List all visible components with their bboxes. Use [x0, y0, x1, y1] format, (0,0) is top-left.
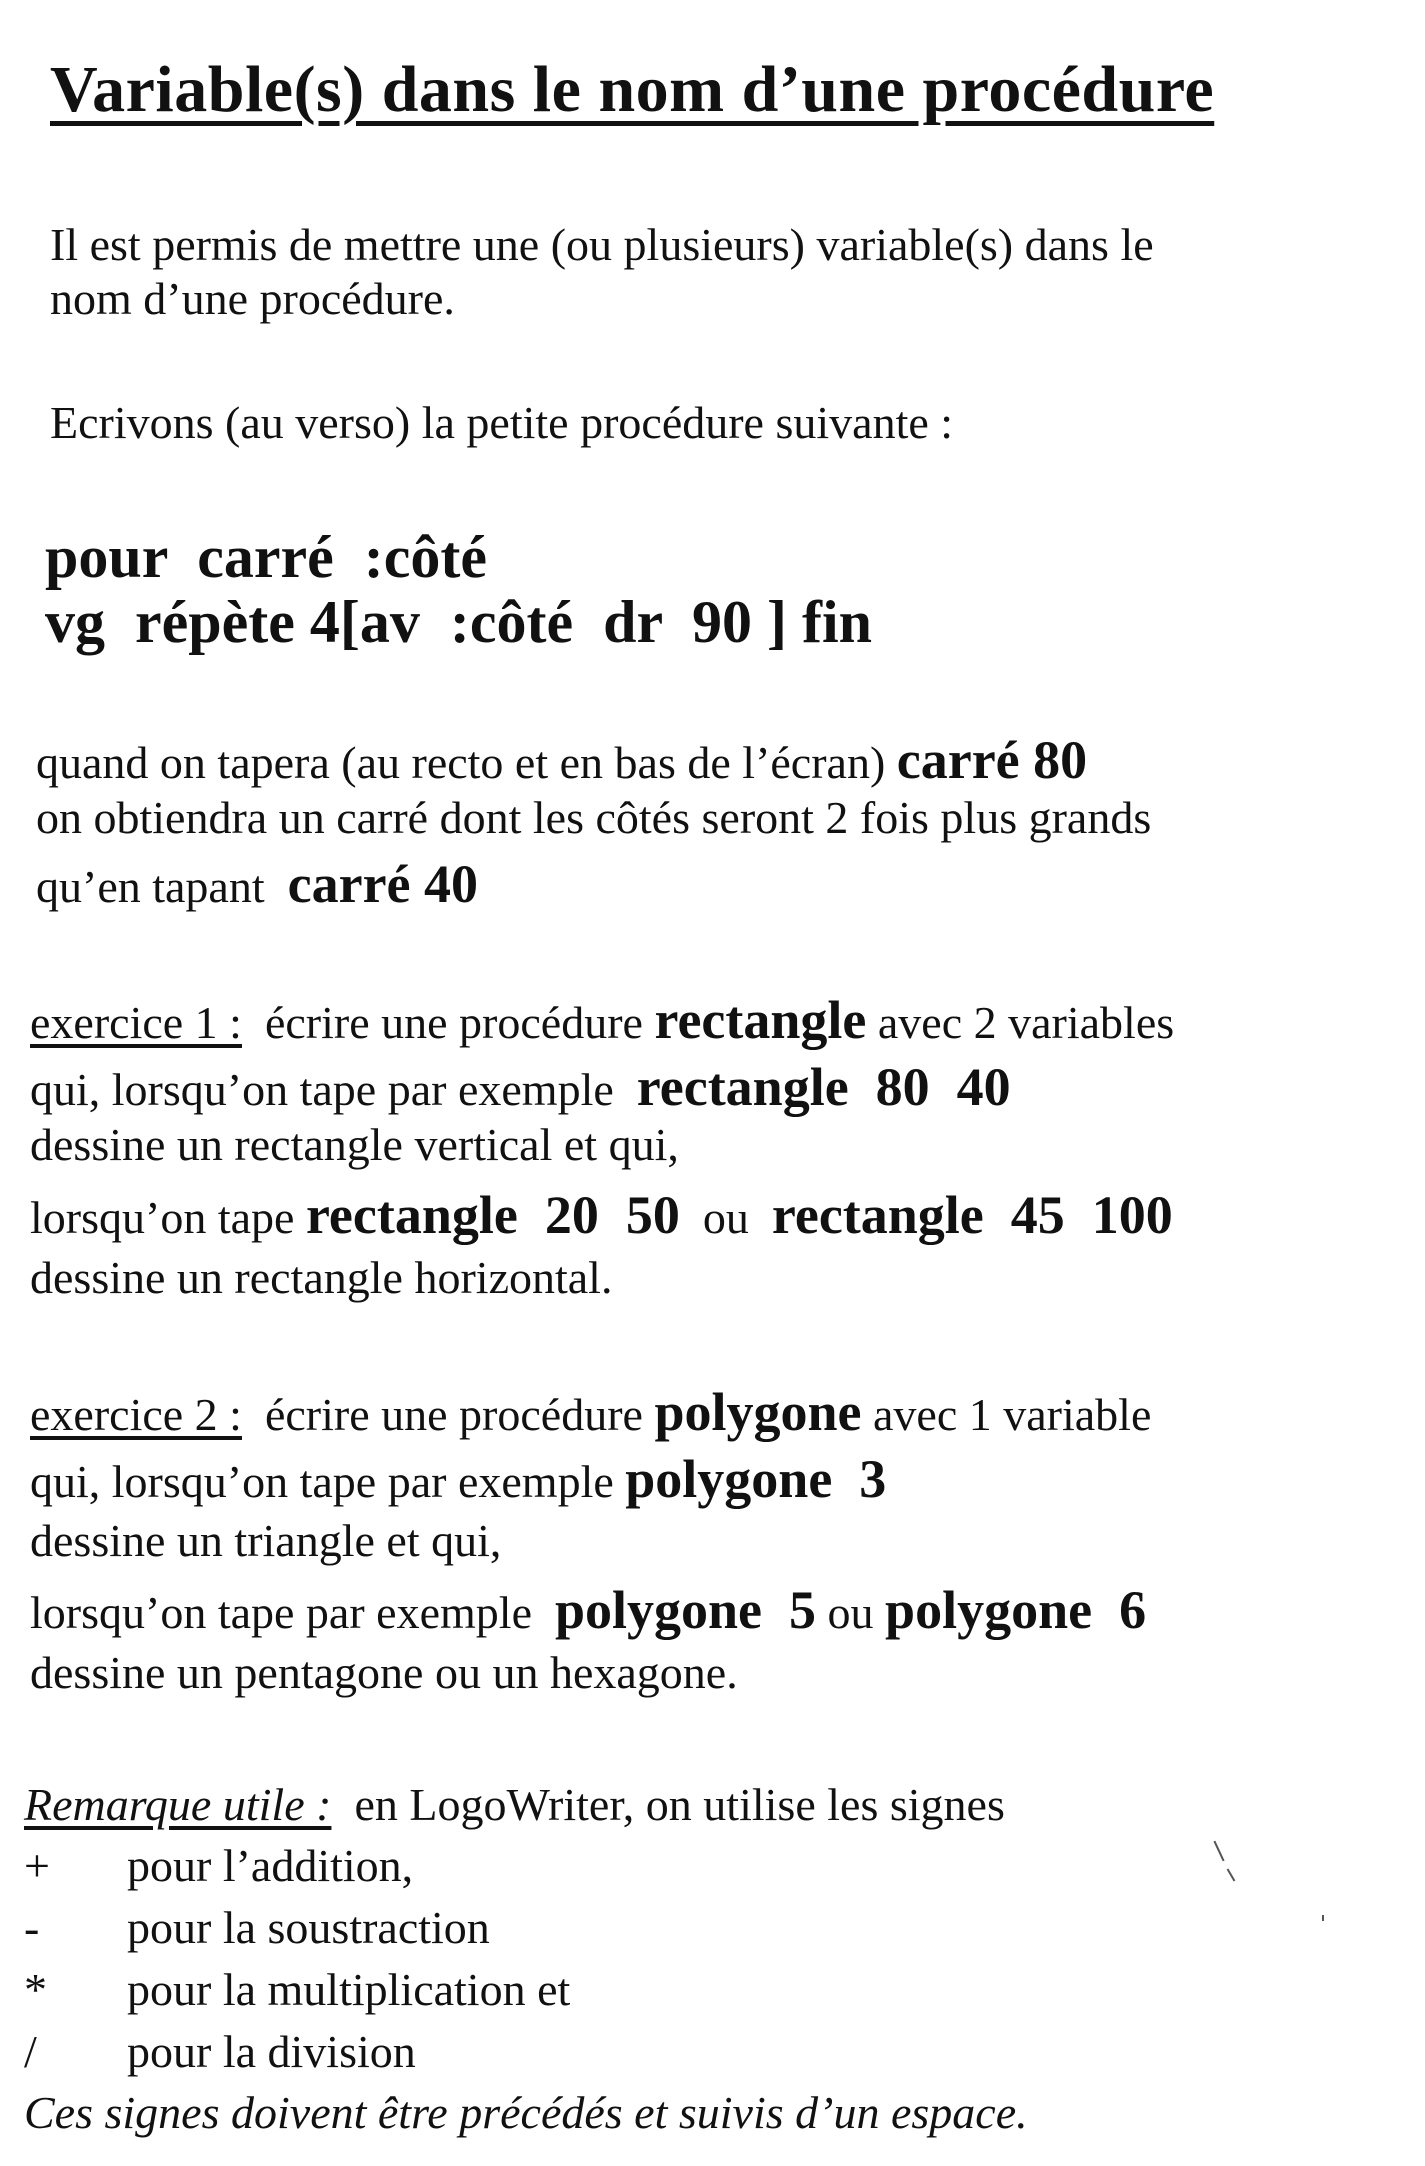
plus-sign: +	[24, 1840, 50, 1891]
exercise-text: ou	[679, 1192, 772, 1243]
intro-line-1: Il est permis de mettre une (ou plusieurs) variable(s) dans le	[50, 219, 1154, 270]
explain-line-1	[36, 730, 1088, 790]
remark-item-text: pour l’addition,	[127, 1840, 414, 1891]
exercise-text: écrire une procédure	[264, 997, 655, 1048]
exercise-1-line-5: dessine un rectangle horizontal.	[30, 1252, 613, 1303]
exercise-1-line-3: dessine un rectangle vertical et qui,	[30, 1119, 679, 1170]
remark-item-text: pour la division	[127, 2026, 416, 2077]
code-line-1: pour carré :côté	[45, 524, 488, 590]
exercise-1-line-2	[30, 1057, 1011, 1117]
command-rectangle: rectangle	[654, 990, 867, 1050]
exercise-1-line-1	[30, 990, 1175, 1050]
remark-item-division	[24, 2026, 416, 2077]
command-carre-80: carré 80	[896, 730, 1088, 790]
command-carre-40: carré 40	[287, 854, 479, 914]
exercise-text: ou	[816, 1587, 886, 1638]
page-title: Variable(s) dans le nom d’une procédure	[50, 53, 1215, 126]
remark-item-subtraction	[24, 1902, 490, 1953]
intro-line-2: nom d’une procédure.	[50, 273, 455, 324]
command-polygone-3: polygone 3	[625, 1449, 887, 1509]
remark-line	[24, 1779, 1005, 1830]
exercise-text: qui, lorsqu’on tape par exemple	[30, 1456, 626, 1507]
remark-note: Ces signes doivent être précédés et suivis d’un espace.	[24, 2087, 1028, 2138]
command-polygone: polygone	[654, 1382, 862, 1442]
scan-speck	[1227, 1868, 1236, 1881]
explain-line-3	[36, 854, 479, 914]
exercise-2-label: exercice 2 :	[30, 1389, 242, 1440]
exercise-text: écrire une procédure	[264, 1389, 655, 1440]
exercise-2-line-1	[30, 1382, 1152, 1442]
exercise-text: qui, lorsqu’on tape par exemple	[30, 1064, 637, 1115]
code-line-2: vg répète 4[av :côté dr 90 ] fin	[45, 589, 872, 655]
exercise-2-line-5: dessine un pentagone ou un hexagone.	[30, 1647, 738, 1698]
remark-item-text: pour la soustraction	[127, 1902, 490, 1953]
exercise-2-line-2	[30, 1449, 887, 1509]
remark-text: en LogoWriter, on utilise les signes	[331, 1779, 1005, 1830]
asterisk-sign: *	[24, 1964, 47, 2015]
explain-text: qu’en tapant	[36, 861, 288, 912]
exercise-text: lorsqu’on tape	[30, 1192, 306, 1243]
remark-item-multiplication	[24, 1964, 571, 2015]
command-rectangle-45-100: rectangle 45 100	[771, 1185, 1173, 1245]
exercise-text: lorsqu’on tape par exemple	[30, 1587, 555, 1638]
write-instruction: Ecrivons (au verso) la petite procédure suivante :	[50, 397, 954, 448]
scan-speck	[1213, 1841, 1224, 1862]
slash-sign: /	[24, 2026, 37, 2077]
remark-label: Remarque utile :	[24, 1779, 332, 1830]
remark-item-text: pour la multiplication et	[127, 1964, 571, 2015]
exercise-1-label: exercice 1 :	[30, 997, 242, 1048]
command-rectangle-20-50: rectangle 20 50	[305, 1185, 680, 1245]
explain-text: quand on tapera (au recto et en bas de l’écran)	[36, 737, 897, 788]
remark-item-addition	[24, 1840, 414, 1891]
exercise-text: avec 2 variables	[866, 997, 1175, 1048]
scan-speck	[1322, 1915, 1324, 1921]
exercise-2-line-3: dessine un triangle et qui,	[30, 1515, 502, 1566]
command-rectangle-80-40: rectangle 80 40	[636, 1057, 1011, 1117]
command-polygone-6: polygone 6	[885, 1580, 1147, 1640]
minus-sign: -	[24, 1902, 40, 1953]
exercise-text: avec 1 variable	[861, 1389, 1152, 1440]
explain-line-2: on obtiendra un carré dont les côtés seront 2 fois plus grands	[36, 792, 1152, 843]
command-polygone-5: polygone 5	[554, 1580, 817, 1640]
exercise-2-line-4	[30, 1580, 1147, 1640]
exercise-1-line-4	[30, 1185, 1173, 1245]
